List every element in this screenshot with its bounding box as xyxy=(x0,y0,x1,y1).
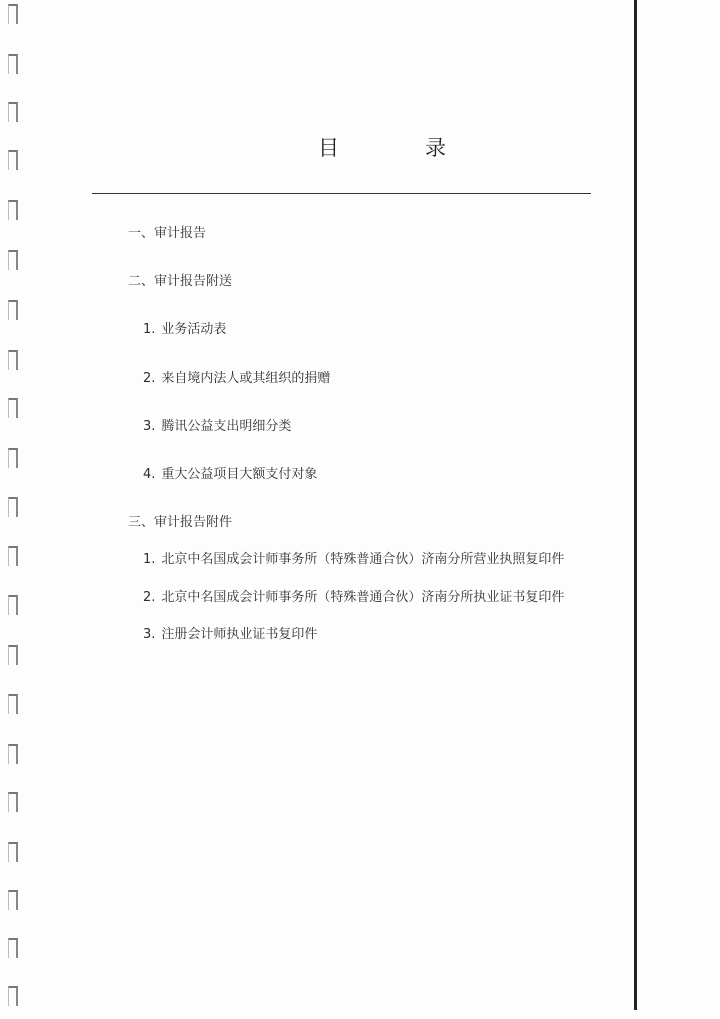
staple xyxy=(8,300,18,320)
toc-item-text: 业务活动表 xyxy=(161,322,227,337)
staple xyxy=(8,986,18,1006)
staple xyxy=(8,744,18,764)
binding-staples xyxy=(8,0,24,1019)
title-char-1: 目 xyxy=(318,136,339,160)
staple xyxy=(8,645,18,665)
staple xyxy=(8,842,18,862)
toc-item-text: 重大公益项目大额支付对象 xyxy=(161,467,318,482)
staple xyxy=(8,694,18,714)
staple xyxy=(8,398,18,418)
title-divider xyxy=(92,193,591,194)
toc-item-number: 4. xyxy=(143,467,156,482)
toc-item-text: 腾讯公益支出明细分类 xyxy=(161,419,292,434)
staple xyxy=(8,200,18,220)
toc-item xyxy=(143,551,564,569)
page-edge-line xyxy=(634,0,637,1010)
staple xyxy=(8,497,18,517)
staple xyxy=(8,448,18,468)
toc-section-report-attached: 二、审计报告附送 xyxy=(128,274,233,289)
toc-item-number: 1. xyxy=(143,322,156,337)
toc-item-text: 来自境内法人或其组织的捐赠 xyxy=(161,371,331,386)
toc-section-audit-report: 一、审计报告 xyxy=(128,226,207,241)
toc-item xyxy=(143,589,564,607)
staple xyxy=(8,938,18,958)
toc-item-number: 2. xyxy=(143,371,156,386)
staple xyxy=(8,102,18,122)
staple xyxy=(8,792,18,812)
toc-item-text: 北京中名国成会计师事务所（特殊普通合伙）济南分所执业证书复印件 xyxy=(161,590,565,605)
toc-item xyxy=(143,321,226,339)
staple xyxy=(8,54,18,74)
staple xyxy=(8,250,18,270)
title-char-2: 录 xyxy=(425,136,446,160)
toc-item-text: 注册会计师执业证书复印件 xyxy=(161,627,318,642)
staple xyxy=(8,890,18,910)
toc-item-number: 3. xyxy=(143,419,156,434)
toc-item-number: 2. xyxy=(143,590,156,605)
toc-item xyxy=(143,418,291,436)
toc-item-number: 1. xyxy=(143,552,156,567)
toc-section-report-appendix: 三、审计报告附件 xyxy=(128,515,233,530)
staple xyxy=(8,595,18,615)
toc-item-number: 3. xyxy=(143,627,156,642)
toc-item xyxy=(143,370,330,388)
page-title xyxy=(300,132,480,164)
staple xyxy=(8,546,18,566)
staple xyxy=(8,350,18,370)
toc-item-text: 北京中名国成会计师事务所（特殊普通合伙）济南分所营业执照复印件 xyxy=(161,552,565,567)
toc-item xyxy=(143,466,317,484)
staple xyxy=(8,4,18,24)
toc-item xyxy=(143,626,317,644)
staple xyxy=(8,150,18,170)
